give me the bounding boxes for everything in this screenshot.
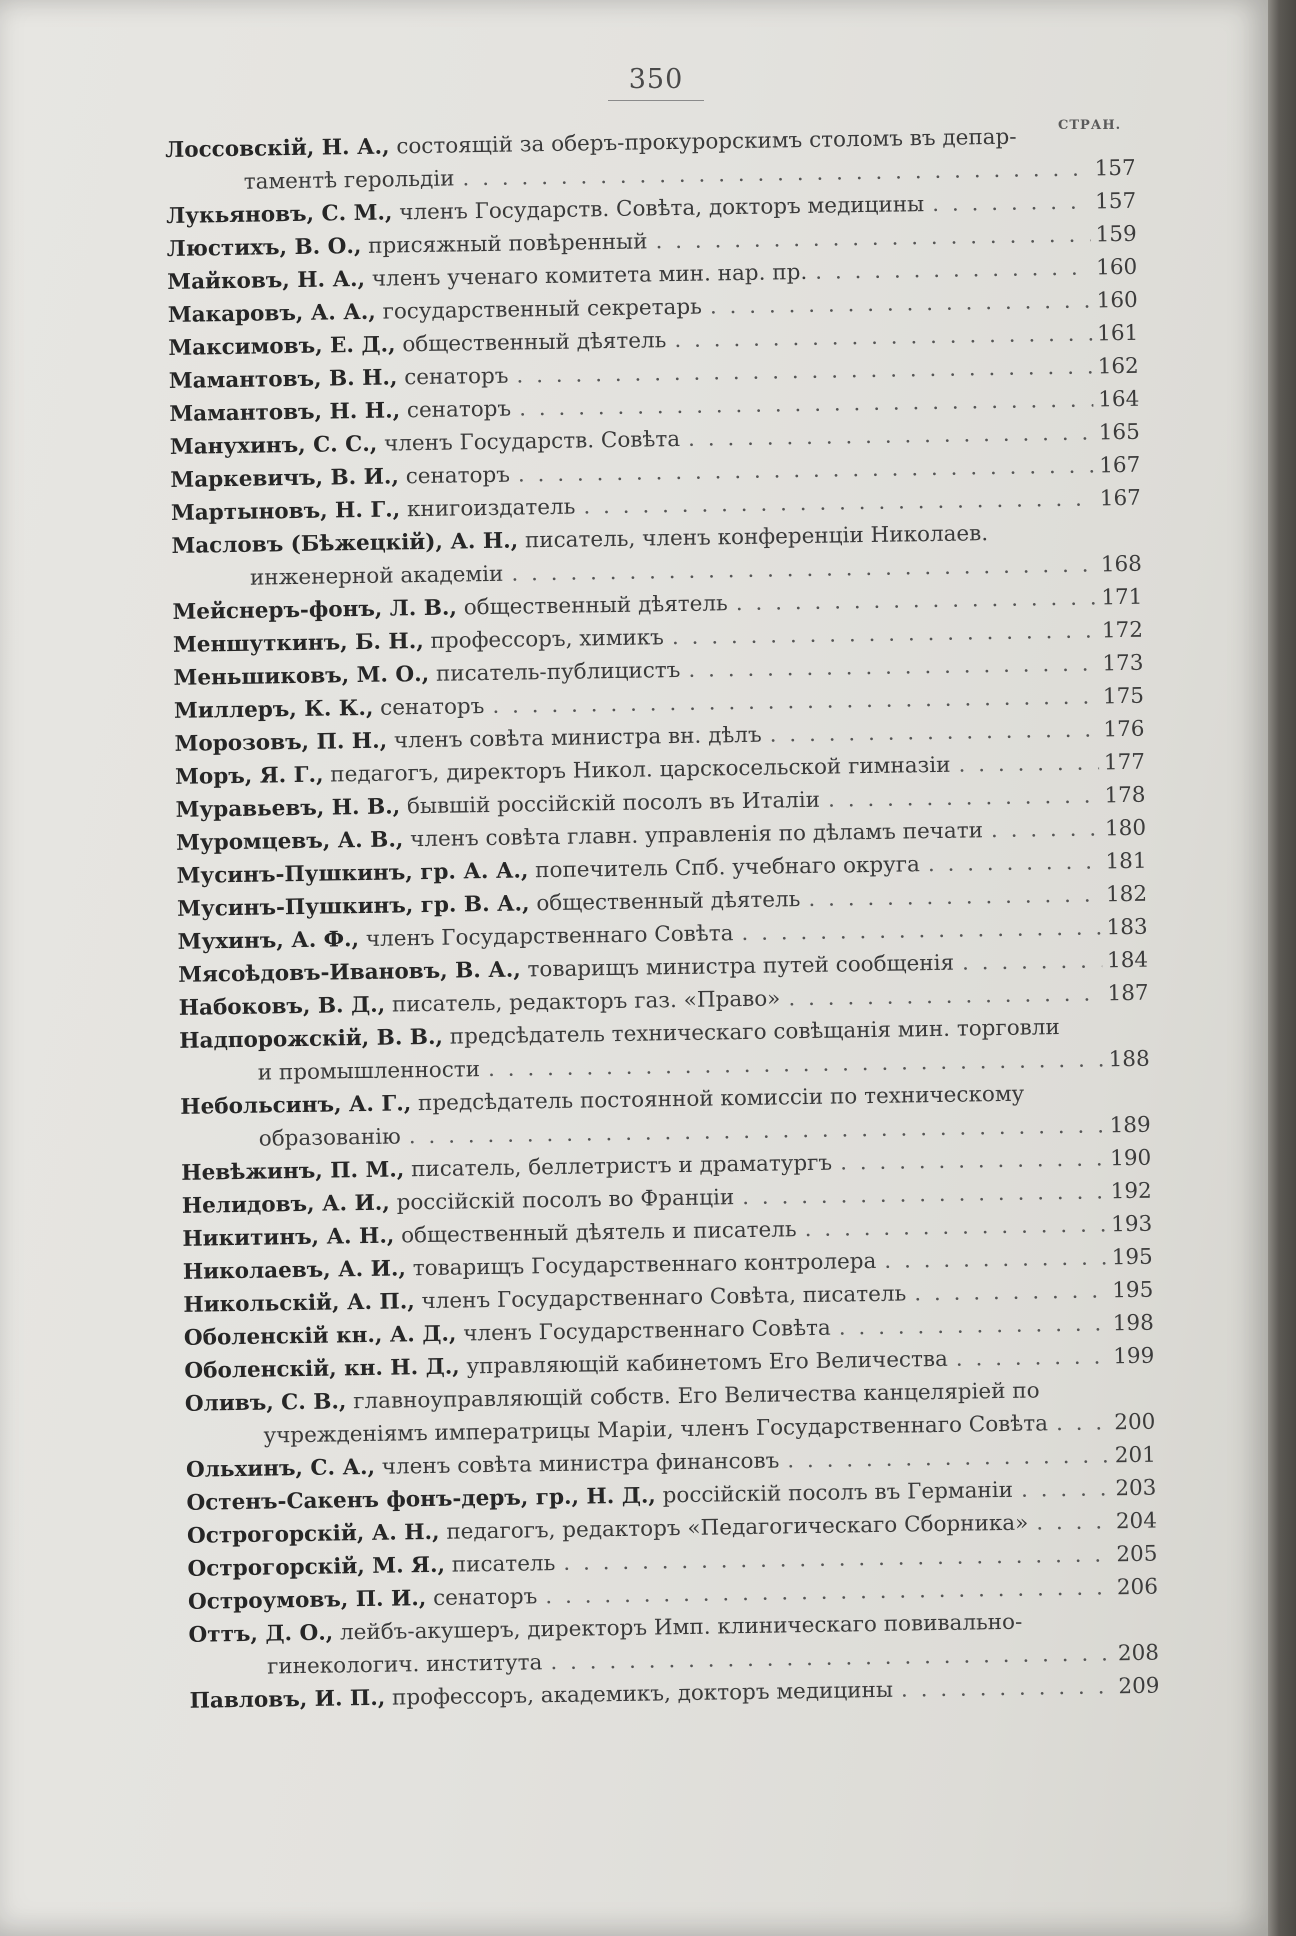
entry-description: сенаторъ [398,462,511,490]
entry-page-number: 161 [1097,320,1139,347]
entry-page-number: 193 [1111,1211,1153,1238]
entry-page-number: 162 [1097,353,1139,380]
dot-leader [920,845,1101,881]
dot-leader [876,1241,1107,1278]
entry-page-number: 177 [1103,749,1146,776]
entry-description: сенаторъ [397,363,509,391]
entry-name: Оболенскій, кн. Н. Д., [184,1354,460,1384]
entry-name: Невѣжинъ, П. М., [181,1157,405,1186]
dot-leader [1028,1505,1111,1539]
dot-leader [807,251,1092,288]
entry-name: Небольсинъ, А. Г., [180,1091,412,1120]
entry-name: Моръ, Я. Г., [174,762,324,790]
entry-name: Майковъ, Н. А., [167,266,366,295]
entry-description: писатель-публицистъ [428,657,681,687]
entry-name: Нелидовъ, А. И., [181,1190,390,1219]
entry-page-number: 164 [1098,386,1140,413]
entry-name: Мясоѣдовъ-Ивановъ, В. А., [178,957,521,988]
entry-description: сенаторъ [373,694,485,721]
entry-page-number: 182 [1105,881,1148,908]
entry-description: россійскій посолъ въ Германіи [655,1477,1014,1509]
entry-name: Павловъ, И. П., [189,1685,386,1714]
entry-page-number: 180 [1104,815,1147,842]
entry-description: инженерной академіи [249,561,504,591]
entry-name: Мусинъ-Пушкинъ, гр. В. А., [176,891,530,922]
entry-name: Надпорожскій, В. В., [179,1024,444,1054]
entry-description: таментѣ герольдіи [243,166,455,195]
entry-page-number: 190 [1109,1145,1152,1172]
entry-name: Муравьевъ, Н. В., [175,794,401,823]
dot-leader [954,944,1103,979]
entry-page-number: 184 [1106,947,1149,974]
entry-description: гинекологич. института [266,1650,543,1680]
entry-page-number: 209 [1118,1673,1160,1700]
entry-name: Миллеръ, К. К., [173,695,374,724]
entry-description: общественный дѣятель [395,328,667,358]
entry-description: присяжный повѣренный [361,229,648,259]
entry-name: Лоссовскій, Н. А., [165,134,390,163]
entry-page-number: 157 [1094,155,1136,182]
entry-page-number: 183 [1106,914,1148,941]
entry-description: профессоръ, академикъ, докторъ медицины [385,1677,894,1711]
entry-page-number: 178 [1104,782,1146,809]
dot-leader [831,1307,1109,1344]
entry-description: товарищъ министра путей сообщенія [520,950,955,983]
entry-page-number: 199 [1113,1343,1155,1370]
entry-description: общественный дѣятель и писатель [394,1217,797,1249]
entry-description: общественный дѣятель [529,887,801,917]
dot-leader [780,977,1103,1015]
entry-page-number: 173 [1102,650,1144,677]
page-number-rule [608,100,704,101]
entry-description: писатель, членъ конференціи Николаев. [517,521,989,554]
dot-leader [924,185,1091,221]
entry-page-number: 198 [1112,1310,1154,1337]
entry-page-number: 175 [1102,683,1145,710]
entry-description: писатель, редакторъ газ. «Право» [384,986,781,1018]
page-number: 350 [628,64,684,95]
dot-leader [950,746,1099,781]
dot-leader [796,1208,1106,1246]
page-column-header: СТРАН. [1058,118,1122,133]
entry-page-number: 188 [1108,1046,1150,1073]
entry-page-number: 195 [1111,1244,1153,1271]
entry-name: Маркевичъ, В. И., [170,464,400,493]
entry-page-number: 205 [1116,1541,1158,1568]
entry-description: товарищъ Государственнаго контролера [405,1248,877,1282]
entry-name: Оттъ, Д. О., [188,1620,334,1648]
entry-name: Люстихъ, В. О., [166,233,362,262]
entry-description: образованію [258,1124,401,1152]
entry-name: Набоковъ, В. Д., [178,992,386,1021]
entry-page-number: 201 [1114,1442,1157,1469]
entry-name: Меншуткинъ, Б. Н., [172,629,424,658]
entry-name: Острогорскій, М. Я., [187,1552,446,1582]
entry-name: Меньшиковъ, М. О., [173,661,430,691]
entry-description: сенаторъ [399,396,512,424]
entry-description: членъ Государственнаго Совѣта [358,921,734,953]
entry-name: Макаровъ, А. А., [167,299,376,328]
entry-description: россійскій посолъ во Франціи [389,1185,735,1216]
entry-description: членъ ученаго комитета мин. нар. пр. [364,259,808,292]
entry-description: состоящій за оберъ-прокурорскимъ столомъ въ депар- [389,124,1017,160]
entry-name: Остроумовъ, П. И., [187,1586,427,1615]
entry-description: членъ совѣта главн. управленія по дѣламъ печати [403,818,984,853]
dot-leader [820,779,1100,816]
entry-name: Масловъ (Бѣжецкій), А. Н., [171,528,519,559]
entry-name: Оболенскій кн., А. Д., [183,1321,457,1351]
entry-description: общественный дѣятель [456,591,728,621]
entry-description: писатель [444,1551,556,1578]
entry-name: Никитинъ, А. Н., [182,1223,395,1252]
entry-description: членъ Государственнаго Совѣта, писатель [414,1281,907,1315]
dot-leader [761,713,1098,751]
entry-name: Николаевъ, А. И., [182,1256,407,1285]
entry-description: педагогъ, редакторъ «Педагогическаго Сборника» [439,1510,1029,1545]
entry-description: педагогъ, директоръ Никол. царскосельской гимназіи [323,752,951,788]
entry-name: Острогорскій, А. Н., [186,1519,440,1549]
entry-page-number: 204 [1115,1508,1158,1535]
entry-page-number: 157 [1094,188,1137,215]
entry-page-number: 171 [1101,584,1143,611]
book-spine-edge [1268,0,1296,1936]
entry-name: Морозовъ, П. Н., [174,728,388,757]
entry-name: Оливъ, С. В., [184,1389,347,1417]
entry-page-number: 160 [1095,254,1138,281]
entry-page-number: 181 [1105,848,1147,875]
entry-name: Мухинъ, А. Ф., [177,927,360,955]
dot-leader [1013,1472,1111,1507]
entry-name: Манухинъ, С. С., [169,431,378,460]
entry-name: Остенъ-Сакенъ фонъ-деръ, гр., Н. Д., [186,1483,657,1516]
entry-page-number: 160 [1096,287,1138,314]
entry-page-number: 168 [1100,551,1143,578]
entry-page-number: 187 [1107,980,1149,1007]
entry-description: предсѣдатель техническаго совѣщанія мин. торговли [442,1015,1060,1050]
entry-page-number: 200 [1114,1409,1156,1436]
entry-description: членъ совѣта министра финансовъ [374,1448,780,1480]
entry-description: сенаторъ [426,1584,538,1612]
entry-description: членъ Государств. Совѣта, докторъ медицины [392,192,925,226]
dot-leader [948,1340,1109,1376]
entry-page-number: 192 [1110,1178,1152,1205]
entry-page-number: 195 [1112,1277,1154,1304]
entry-name: Муромцевъ, А. В., [175,827,404,856]
entry-page-number: 206 [1116,1574,1159,1601]
entry-description: лейбъ-акушеръ, директоръ Имп. клиническаго повивально- [332,1609,1023,1646]
dot-leader [906,1274,1108,1310]
entry-description: учрежденіямъ императрицы Маріи, членъ Государственнаго Совѣта [263,1411,1049,1449]
index-entries [165,119,1160,1718]
entry-description: управляющій кабинетомъ Его Величества [459,1346,949,1380]
entry-name: Мартыновъ, Н. Г., [170,497,401,526]
entry-description: членъ Государственнаго Совѣта [456,1315,831,1347]
entry-description: бывшій россійскій посолъ въ Италіи [399,787,821,820]
entry-page-number: 165 [1098,419,1141,446]
entry-description: профессоръ, химикъ [423,625,665,654]
entry-name: Никольскій, А. П., [183,1289,415,1318]
entry-page-number: 189 [1109,1112,1151,1139]
entry-name: Мамантовъ, Н. Н., [169,398,401,427]
dot-leader [800,878,1101,916]
entry-name: Мамантовъ, В. Н., [168,365,398,394]
entry-description: писатель, беллетристъ и драматургъ [404,1150,833,1183]
entry-page-number: 167 [1099,485,1142,512]
entry-description: книгоиздатель [399,494,576,523]
dot-leader [832,1142,1106,1179]
entry-name: Ольхинъ, С. А., [185,1454,376,1483]
entry-description: членъ Государств. Совѣта [377,426,681,457]
entry-page-number: 172 [1101,617,1144,644]
entry-name: Лукьяновъ, С. М., [166,200,393,229]
entry-description: попечитель Спб. учебнаго округа [528,852,921,884]
entry-name: Мейснеръ-фонъ, Л. В., [172,595,458,625]
entry-page-number: 208 [1117,1640,1160,1667]
dot-leader [1048,1406,1110,1440]
entry-page-number: 203 [1115,1475,1157,1502]
entry-description: главноуправляющій собств. Его Величества канцеляріей по [346,1378,1040,1415]
dot-leader [779,1439,1110,1477]
dot-leader [983,812,1101,847]
entry-description: и промышленности [257,1057,481,1086]
entry-page-number: 159 [1095,221,1137,248]
entry-page-number: 167 [1099,452,1141,479]
entry-description: предсѣдатель постоянной комиссіи по техническому [411,1081,1025,1117]
entry-description: государственный секретарь [375,294,703,325]
entry-name: Мусинъ-Пушкинъ, гр. А. А., [176,858,529,889]
entry-page-number: 176 [1103,716,1145,743]
dot-leader [893,1670,1114,1706]
entry-description: членъ совѣта министра вн. дѣлъ [386,722,762,754]
entry-name: Максимовъ, Е. Д., [168,332,396,361]
